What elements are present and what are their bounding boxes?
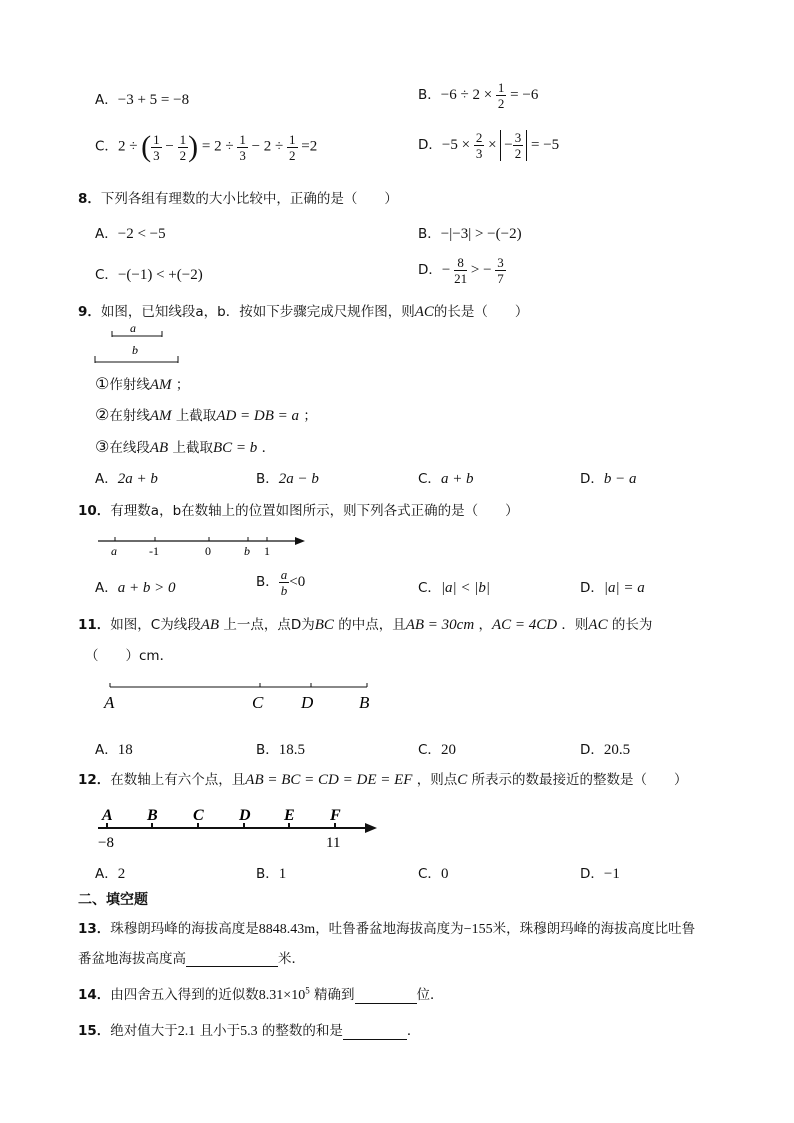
q8-stem [78, 187, 398, 207]
option-letter: C． [418, 580, 441, 596]
option-expr-post: = −6 [510, 86, 539, 103]
numerator: 1 [179, 131, 187, 147]
q8-option-a[interactable] [95, 222, 166, 243]
step-circle-number: ② [95, 405, 110, 424]
question-text: 的整数的和是 [261, 1023, 343, 1039]
step-text: 作射线 [109, 377, 150, 393]
question-text: 番盆地海拔高度高 [78, 951, 186, 967]
q9-step-1 [95, 373, 189, 394]
q9-option-a[interactable] [95, 467, 158, 488]
option-value: 18 [117, 742, 133, 758]
expr-post: =2 [301, 138, 318, 155]
math-am: AM [149, 377, 172, 393]
question-text: 由四舍五入得到的近似数 [110, 987, 259, 1003]
option-value: 20.5 [603, 742, 631, 758]
option-value: 0 [440, 866, 449, 882]
q9-step-2 [95, 404, 317, 425]
question-text: 珠穆朗玛峰的海拔高度是 [110, 921, 259, 937]
question-text: 绝对值大于 [110, 1023, 178, 1039]
q9-stem [78, 300, 528, 321]
expr-post: = −5 [531, 136, 560, 153]
question-text: 米． [278, 951, 305, 967]
q7-option-c[interactable] [95, 130, 317, 164]
option-letter: D． [418, 136, 442, 153]
value-everest: 8848.43m [258, 922, 316, 937]
fraction [495, 255, 506, 286]
question-number: 12． [78, 772, 111, 788]
step-text: 上截取 [172, 440, 213, 456]
question-text: 上一点，点D为 [223, 617, 315, 633]
option-expr-post: <0 [289, 573, 306, 590]
segment-a-label: a [130, 321, 136, 335]
question-text: 如图，已知线段a，b．按如下步骤完成尺规作图，则 [100, 304, 415, 320]
option-letter: B． [256, 573, 279, 590]
question-text: 下列各组有理数的大小比较中，正确的是（ ） [100, 191, 398, 207]
q14-stem [78, 983, 444, 1004]
option-expr: −(−1) < +(−2) [117, 267, 203, 283]
math-equation: AD = DB = a [216, 408, 300, 424]
q10-option-b[interactable] [256, 567, 305, 598]
option-expr: 2a − b [278, 471, 319, 487]
option-letter: C． [418, 866, 441, 882]
q15-stem [78, 1019, 420, 1040]
option-expr: |a| < |b| [440, 580, 491, 596]
math-ac: AC [588, 617, 608, 633]
q11-stem [78, 613, 652, 634]
numerator: 3 [514, 130, 522, 145]
question-number: 11． [78, 617, 111, 633]
option-expr: a + b > 0 [117, 580, 176, 596]
point-b-label: B [147, 807, 158, 824]
q8-option-c[interactable] [95, 263, 203, 284]
denominator: 3 [153, 147, 160, 163]
math-eq2: AC = 4CD [491, 617, 558, 633]
option-value: 1 [278, 866, 287, 882]
option-letter: B． [256, 866, 279, 882]
numerator: a [280, 567, 288, 582]
numerator: 1 [239, 131, 246, 147]
times-sign: × [488, 136, 497, 153]
q8-option-b[interactable] [418, 222, 522, 243]
option-letter: A． [95, 471, 118, 487]
option-letter: B． [256, 471, 279, 487]
expr-pre: −5 × [441, 136, 471, 153]
option-value: 2 [117, 866, 126, 882]
math-equation: BC = b [212, 440, 258, 456]
point-b-label: B [359, 693, 370, 712]
option-value: 20 [440, 742, 456, 758]
option-letter: C． [95, 138, 118, 155]
fraction [454, 255, 467, 286]
step-text: 上截取 [175, 408, 217, 424]
fraction [513, 130, 524, 161]
fraction [287, 132, 298, 163]
fraction [151, 132, 162, 163]
numerator: 2 [475, 130, 483, 145]
question-text: 的长为 [611, 617, 653, 633]
question-number: 10． [78, 503, 111, 519]
numerator: 1 [497, 80, 505, 95]
option-letter: A． [95, 866, 118, 882]
question-text: 有理数a，b在数轴上的位置如图所示，则下列各式正确的是（ ） [110, 503, 519, 519]
question-number: 8． [78, 191, 101, 207]
q11-stem-line2 [85, 644, 173, 664]
question-text: （ ）cm． [85, 648, 174, 664]
section-heading: 二、填空题 [78, 892, 148, 908]
absolute-value [500, 130, 527, 161]
numerator: 1 [153, 131, 160, 147]
fraction [178, 132, 189, 163]
denominator: 2 [497, 96, 505, 111]
value-turpan: −155 [463, 922, 493, 937]
q9-option-d[interactable] [580, 467, 637, 488]
q7-option-b[interactable] [418, 80, 538, 111]
denominator: 21 [454, 271, 468, 286]
q11-option-a[interactable] [95, 738, 133, 759]
expr-pre: 2 ÷ [117, 138, 138, 155]
q10-option-d[interactable] [580, 576, 645, 597]
option-letter: A． [95, 580, 118, 596]
q7-option-a[interactable] [95, 88, 189, 109]
denominator: 2 [179, 147, 187, 163]
point-f-label: F [330, 807, 341, 824]
option-expr: b − a [603, 471, 637, 487]
q9-option-c[interactable] [418, 467, 474, 488]
q11-option-b[interactable] [256, 738, 305, 759]
question-number: 9． [78, 304, 101, 320]
q13-stem-line2 [78, 947, 305, 967]
numerator: 1 [289, 131, 296, 147]
question-number: 13． [78, 921, 111, 937]
value-lower: 2.1 [177, 1024, 196, 1039]
q12-number-line [95, 803, 385, 851]
q12-option-c[interactable] [418, 862, 448, 883]
q11-option-d[interactable] [580, 738, 630, 759]
option-letter: D． [418, 261, 442, 278]
exponent: 5 [305, 985, 310, 996]
fraction [496, 80, 507, 111]
q10-number-line [95, 532, 310, 558]
math-ab: AB [200, 617, 220, 633]
point-a-label: A [104, 693, 115, 712]
step-text: 在线段 [109, 440, 150, 456]
option-letter: D． [580, 471, 604, 487]
question-text: 位． [416, 987, 444, 1003]
q8-option-d[interactable] [418, 255, 506, 286]
question-text: ．则 [561, 617, 589, 633]
denominator: 3 [475, 146, 483, 161]
fraction [474, 130, 485, 161]
value-upper: 5.3 [240, 1024, 258, 1039]
option-letter: A． [95, 92, 118, 108]
left-paren: ( [141, 130, 152, 163]
question-text: 精确到 [314, 987, 355, 1003]
option-letter: C． [95, 267, 118, 283]
math-am: AM [149, 408, 172, 424]
option-letter: B． [256, 742, 279, 758]
denominator: 2 [289, 147, 296, 163]
option-letter: B． [418, 86, 441, 103]
point-a-label: A [102, 807, 113, 824]
axis-label-b: b [244, 544, 250, 558]
numerator: 3 [497, 255, 504, 270]
math-bc: BC [314, 617, 334, 633]
point-c-label: C [252, 693, 264, 712]
q10-option-a[interactable] [95, 576, 176, 597]
step-punct: ； [175, 377, 190, 393]
answer-blank[interactable] [186, 952, 278, 967]
question-number: 14． [78, 987, 111, 1003]
denominator: 2 [514, 146, 522, 161]
option-expr: a + b [440, 471, 474, 487]
question-text: 米，珠穆朗玛峰的海拔高度比吐鲁 [492, 921, 696, 937]
punct: ， [478, 617, 492, 633]
question-text-end: 的长是（ ） [433, 304, 529, 320]
q7-option-d[interactable] [418, 130, 559, 161]
option-expr: −2 < −5 [117, 226, 166, 242]
denominator: 7 [497, 271, 504, 286]
answer-blank[interactable] [343, 1025, 407, 1040]
question-text: ，吐鲁番盆地海拔高度为 [315, 921, 464, 937]
denominator: b [280, 583, 288, 598]
question-text: 如图，C为线段 [110, 617, 201, 633]
question-number: 15． [78, 1023, 111, 1039]
fraction [279, 567, 290, 598]
axis-label-a: a [111, 544, 117, 558]
option-expr: −|−3| > −(−2) [440, 226, 522, 242]
question-text: ． [406, 1023, 421, 1039]
math-ab: AB [149, 440, 169, 456]
q12-stem [78, 768, 688, 789]
approx-value: 8.31×10 [258, 988, 306, 1003]
segment-b-label: b [132, 343, 138, 357]
q11-segment-figure [100, 678, 390, 714]
question-text: ，则点 [416, 772, 458, 788]
option-expr-pre: −6 ÷ 2 × [440, 86, 493, 103]
question-text: 在数轴上有六个点，且 [110, 772, 246, 788]
axis-label-1: 1 [264, 544, 270, 558]
right-paren: ) [188, 130, 199, 163]
question-text: 且小于 [199, 1023, 241, 1039]
option-letter: C． [418, 471, 441, 487]
q12-option-b[interactable] [256, 862, 286, 883]
q13-stem [78, 917, 695, 938]
point-c-label: C [193, 807, 204, 824]
left-value-label: −8 [98, 835, 114, 851]
math-c: C [457, 772, 468, 788]
question-text: 所表示的数最接近的整数是（ ） [471, 772, 688, 788]
option-expr: 2a + b [117, 471, 158, 487]
question-text: 的中点，且 [338, 617, 406, 633]
fraction [237, 132, 248, 163]
q10-option-c[interactable] [418, 576, 490, 597]
q9-step-3 [95, 436, 275, 457]
denominator: 3 [239, 147, 246, 163]
option-letter: C． [418, 742, 441, 758]
expr-mid: > − [470, 261, 492, 278]
axis-label-0: 0 [205, 544, 211, 558]
step-punct: ． [261, 440, 276, 456]
option-letter: A． [95, 226, 118, 242]
q11-option-c[interactable] [418, 738, 456, 759]
option-expr: −3 + 5 = −8 [117, 92, 190, 108]
point-e-label: E [284, 807, 295, 824]
step-text: 在射线 [109, 408, 150, 424]
option-expr: |a| = a [603, 580, 645, 596]
q9-option-b[interactable] [256, 467, 319, 488]
math-equation: AB = BC = CD = DE = EF [245, 772, 413, 788]
expr-mid: − 2 ÷ [251, 138, 284, 155]
right-value-label: 11 [326, 835, 341, 851]
option-letter: B． [418, 226, 441, 242]
step-circle-number: ① [95, 374, 110, 393]
option-letter: D． [580, 742, 604, 758]
point-d-label: D [301, 693, 314, 712]
math-eq1: AB = 30cm [405, 617, 475, 633]
option-letter: D． [580, 866, 604, 882]
expr-eq: = 2 ÷ [201, 138, 234, 155]
math-ac: AC [414, 304, 434, 320]
option-letter: A． [95, 742, 118, 758]
answer-blank[interactable] [355, 989, 417, 1004]
step-punct: ； [303, 408, 317, 424]
q10-stem [78, 499, 519, 519]
point-d-label: D [239, 807, 251, 824]
option-value: 18.5 [278, 742, 306, 758]
numerator: 8 [454, 255, 467, 271]
q12-option-a[interactable] [95, 862, 125, 883]
option-letter: D． [580, 580, 604, 596]
minus-sign: − [165, 138, 174, 155]
step-circle-number: ③ [95, 437, 110, 456]
option-value: −1 [603, 866, 620, 882]
q9-segment-figure [90, 320, 190, 366]
expr-pre: − [441, 261, 451, 278]
axis-label-neg1: -1 [149, 544, 159, 558]
abs-inner: − [504, 136, 513, 153]
q12-option-d[interactable] [580, 862, 620, 883]
